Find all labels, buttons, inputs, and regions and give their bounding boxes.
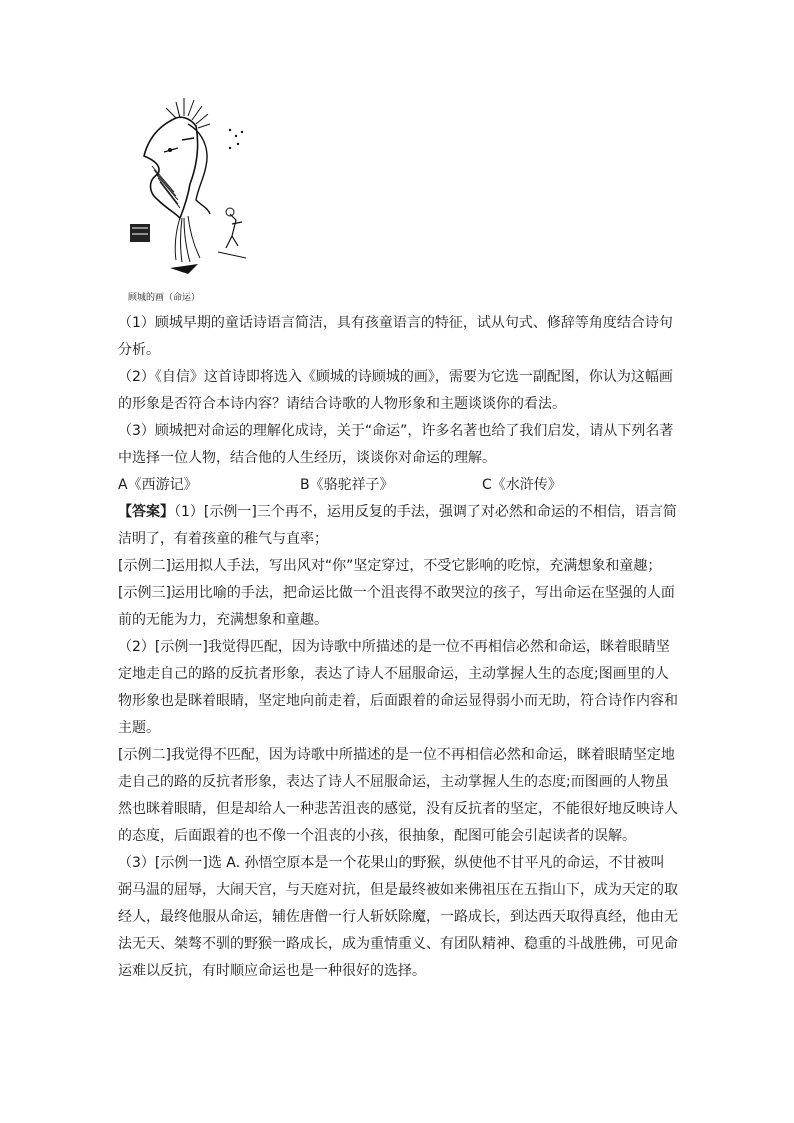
answer-1-example-3: [示例三]运用比喻的手法，把命运比做一个沮丧得不敢哭泣的孩子，写出命运在坚强的人面前的无能为力，充满想象和童趣。 <box>118 585 675 628</box>
answer-1-example-2: [示例二]运用拟人手法，写出风对“你”坚定穿过，不受它影响的吃惊，充满想象和童趣； <box>118 558 662 574</box>
question-2: （2）《自信》这首诗即将选入《顾城的诗顾城的画》，需要为它选一副配图，你认为这幅画的形象是否符合本诗内容？请结合诗歌的人物形象和主题谈谈你的看法。 <box>118 369 673 412</box>
answer-options <box>118 472 678 499</box>
drawing-destiny-image <box>118 96 268 286</box>
option-c: C《水浒传》 <box>482 477 562 493</box>
figure-caption: 顾城的画（命运） <box>128 293 201 303</box>
answer-3-example-1: （3）[示例一]选 A. 孙悟空原本是一个花果山的野猴，纵使他不甘平凡的命运，不甘被叫弼马温的屈辱，大闹天宫，与天庭对抗，但是最终被如来佛祖压在五指山下，成为天定的取经人，最终他服从命运，辅佐唐僧一行人斩妖除魔，一路成长，到达西天取得真经，他由无法无天、桀骜不驯的野猴一路成长，成为重情重义、有团队精神、稳重的斗战胜佛，可见命运难以反抗，有时顺应命运也是一种很好的选择。 <box>118 855 678 979</box>
question-3: （3）顾城把对命运的理解化成诗，关于“命运”，许多名著也给了我们启发，请从下列名著中选择一位人物，结合他的人生经历，谈谈你对命运的理解。 <box>118 423 674 466</box>
question-1: （1）顾城早期的童话诗语言简洁，具有孩童语言的特征，试从句式、修辞等角度结合诗句分析。 <box>118 315 673 358</box>
document-body <box>118 310 678 985</box>
answer-2-example-1: （2）[示例一]我觉得匹配，因为诗歌中所描述的是一位不再相信必然和命运，眯着眼睛坚定地走自己的路的反抗者形象，表达了诗人不屈服命运，主动掌握人生的态度;图画里的人物形象也是眯着眼睛，坚定地向前走着，后面跟着的命运显得弱小而无助，符合诗作内容和主题。 <box>118 639 678 736</box>
option-a: A《西游记》 <box>118 477 198 493</box>
answer-1-example-1-text: （1）[示例一]三个再不，运用反复的手法，强调了对必然和命运的不相信，语言简洁明了，有着孩童的稚气与直率； <box>118 504 677 547</box>
answer-label: 【答案】 <box>118 504 174 520</box>
answer-2-example-2: [示例二]我觉得不匹配，因为诗歌中所描述的是一位不再相信必然和命运，眯着眼睛坚定地走自己的路的反抗者形象，表达了诗人不屈服命运，主动掌握人生的态度;而图画的人物虽然也眯着眼睛，但是却给人一种悲苦沮丧的感觉，没有反抗者的坚定，不能很好地反映诗人的态度，后面跟着的也不像一个沮丧的小孩，很抽象，配图可能会引起读者的误解。 <box>118 747 678 844</box>
illustration-figure <box>118 96 268 286</box>
option-b: B《骆驼祥子》 <box>300 477 394 493</box>
answer-1-example-1 <box>118 499 678 553</box>
